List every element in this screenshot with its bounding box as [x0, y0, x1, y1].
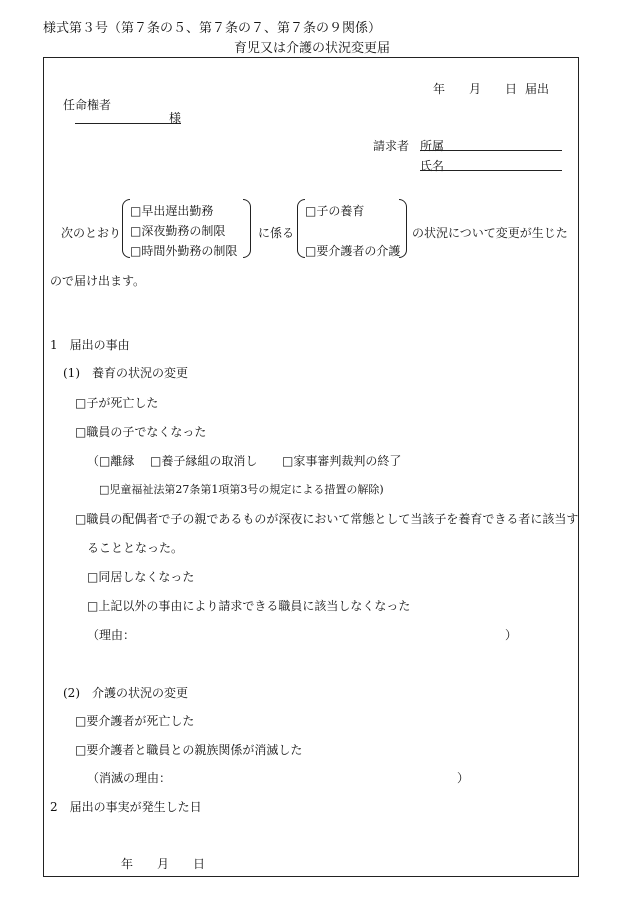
name-line[interactable] [420, 170, 562, 171]
option-divorce[interactable]: □離縁 [99, 454, 135, 468]
addressee-honorific: 様 [169, 111, 182, 125]
left-bracket-close [243, 199, 251, 258]
date-day-label: 日 [505, 82, 518, 96]
option-night-work-limit[interactable]: □深夜勤務の制限 [130, 224, 226, 238]
option-child-care[interactable]: □子の養育 [305, 204, 365, 218]
option-spouse-can-care[interactable]: □職員の配偶者で子の親であるものが深夜において常態として当該子を養育できる者に該当す [75, 512, 579, 526]
relation-reason-label: （消滅の理由： [87, 771, 172, 785]
occurrence-year-label: 年 [121, 857, 134, 871]
addressee-line[interactable] [75, 123, 181, 124]
section2-heading: 2 届出の事実が発生した日 [50, 800, 202, 814]
statement-continuation: ので届け出ます。 [50, 274, 146, 288]
option-child-died[interactable]: □子が死亡した [75, 396, 159, 410]
reason-label: （理由： [87, 628, 136, 642]
document-title: 育児又は介護の状況変更届 [234, 41, 391, 56]
option-not-employee-child[interactable]: □職員の子でなくなった [75, 425, 207, 439]
option-overtime-limit[interactable]: □時間外勤務の制限 [130, 244, 238, 258]
date-month-label: 月 [469, 82, 482, 96]
right-bracket-open [297, 199, 305, 258]
option-care-recipient-died[interactable]: □要介護者が死亡した [75, 714, 195, 728]
right-bracket-close [399, 199, 407, 258]
relation-reason-close-paren: ） [457, 771, 470, 785]
statement-suffix: の状況について変更が生じた [412, 226, 568, 240]
spouse-line-continuation: ることとなった。 [87, 541, 184, 555]
name-label: 氏名 [420, 159, 445, 173]
date-year-label: 年 [433, 82, 446, 96]
option-no-longer-cohabit[interactable]: □同居しなくなった [87, 570, 195, 584]
option-family-court-end[interactable]: □家事審判裁判の終了 [282, 454, 402, 468]
statement-connector: に係る [258, 226, 295, 240]
affiliation-label: 所属 [420, 139, 445, 153]
date-submit-label: 届出 [525, 82, 550, 96]
statement-prefix: 次のとおり [61, 226, 122, 240]
appointing-authority-label: 任命権者 [63, 98, 112, 112]
option-adoption-cancel[interactable]: □養子縁組の取消し [150, 454, 258, 468]
occurrence-day-label: 日 [193, 857, 206, 871]
affiliation-line[interactable] [420, 150, 562, 151]
left-bracket-open [122, 199, 130, 258]
occurrence-month-label: 月 [157, 857, 170, 871]
reasons-open-paren: （ [87, 454, 100, 468]
section1-sub1-heading: (1) 養育の状況の変更 [63, 366, 188, 380]
reason-close-paren: ） [505, 628, 518, 642]
option-child-welfare-release[interactable]: □児童福祉法第27条第1項第3号の規定による措置の解除) [99, 483, 384, 496]
section1-heading: 1 届出の事由 [50, 338, 130, 352]
option-early-late-work[interactable]: □早出遅出勤務 [130, 204, 214, 218]
requester-label: 請求者 [373, 139, 410, 153]
option-other-reason[interactable]: □上記以外の事由により請求できる職員に該当しなくなった [87, 599, 411, 613]
section1-sub2-heading: (2) 介護の状況の変更 [63, 686, 188, 700]
form-number: 様式第３号（第７条の５、第７条の７、第７条の９関係） [43, 21, 382, 36]
option-relation-ended[interactable]: □要介護者と職員との親族関係が消滅した [75, 743, 303, 757]
option-nursing-care[interactable]: □要介護者の介護 [305, 244, 401, 258]
